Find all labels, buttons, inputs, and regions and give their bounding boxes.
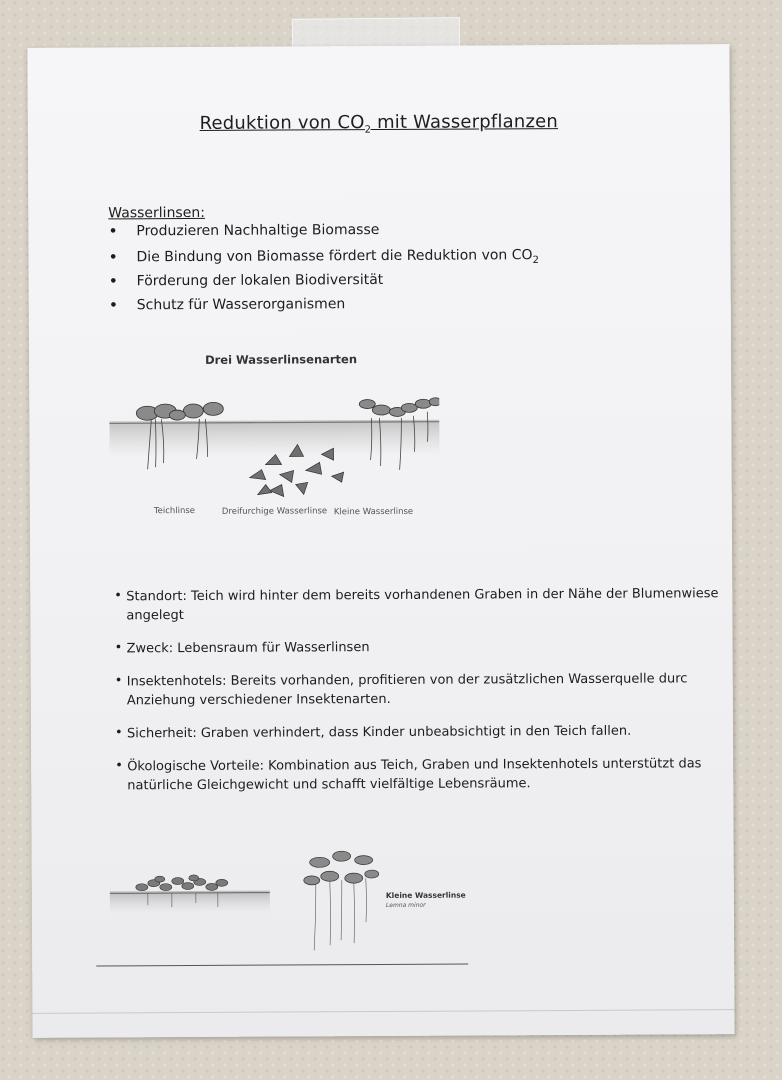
wasserlinsen-bullets bbox=[108, 221, 539, 323]
detail-text: Bereits vorhanden, profitieren von der zusätzlichen Wasserquelle durc Anziehung verschiedener Insektenarten. bbox=[126, 671, 688, 709]
duckweed-bottom-illustration bbox=[102, 836, 403, 968]
bullet-text: Schutz für Wasserorganismen bbox=[136, 296, 346, 314]
project-details bbox=[114, 584, 725, 809]
bottom-figure-label: Kleine Wasserlinse bbox=[385, 890, 466, 900]
wasserlinsen-heading: Wasserlinsen: bbox=[108, 204, 205, 222]
detail-label: Standort: bbox=[126, 589, 187, 605]
bullet-item bbox=[108, 247, 539, 273]
co2-subscript: 2 bbox=[532, 254, 539, 266]
poster-sheet bbox=[27, 44, 734, 1038]
detail-text: Kombination aus Teich, Graben und Insektenhotels unterstützt das natürliche Gleichgewicht und schafft vielfältige Lebensräume. bbox=[127, 756, 702, 794]
detail-item bbox=[115, 669, 725, 710]
title-suffix: mit Wasserpflanzen bbox=[371, 111, 559, 134]
title-subscript: 2 bbox=[364, 124, 372, 136]
poster-title bbox=[28, 110, 730, 137]
bullet-item bbox=[109, 295, 540, 323]
caption-teichlinse: Teichlinse bbox=[153, 505, 196, 517]
detail-label: Sicherheit: bbox=[126, 725, 197, 742]
bullet-item bbox=[108, 221, 539, 249]
bottom-figure-latin: Lemna minor bbox=[385, 901, 426, 909]
detail-text: Graben verhindert, dass Kinder unbeabsichtigt in den Teich fallen. bbox=[196, 723, 632, 741]
caption-dreifurchige: Dreifurchige Wasserlinse bbox=[221, 506, 328, 517]
paper-fold-edge bbox=[32, 1009, 734, 1014]
figure-title: Drei Wasserlinsenarten bbox=[205, 352, 358, 367]
bullet-text: Produzieren Nachhaltige Biomasse bbox=[136, 222, 380, 240]
detail-item bbox=[115, 721, 725, 743]
bullet-text: Die Bindung von Biomasse fördert die Reduktion von CO bbox=[136, 247, 533, 266]
detail-text: Teich wird hinter dem bereits vorhandenen Graben in der Nähe der Blumenwiese angelegt bbox=[126, 586, 719, 624]
detail-item bbox=[114, 584, 724, 625]
detail-text: Lebensraum für Wasserlinsen bbox=[173, 640, 370, 657]
caption-kleine: Kleine Wasserlinse bbox=[333, 506, 414, 518]
detail-label: Zweck: bbox=[126, 641, 174, 657]
bullet-text: Förderung der lokalen Biodiversität bbox=[136, 271, 384, 290]
detail-item bbox=[115, 754, 725, 795]
detail-item bbox=[115, 636, 725, 658]
detail-label: Insektenhotels: bbox=[126, 673, 227, 690]
bullet-item bbox=[109, 271, 540, 297]
detail-label: Ökologische Vorteile: bbox=[127, 758, 265, 775]
title-prefix: Reduktion von CO bbox=[199, 112, 365, 134]
